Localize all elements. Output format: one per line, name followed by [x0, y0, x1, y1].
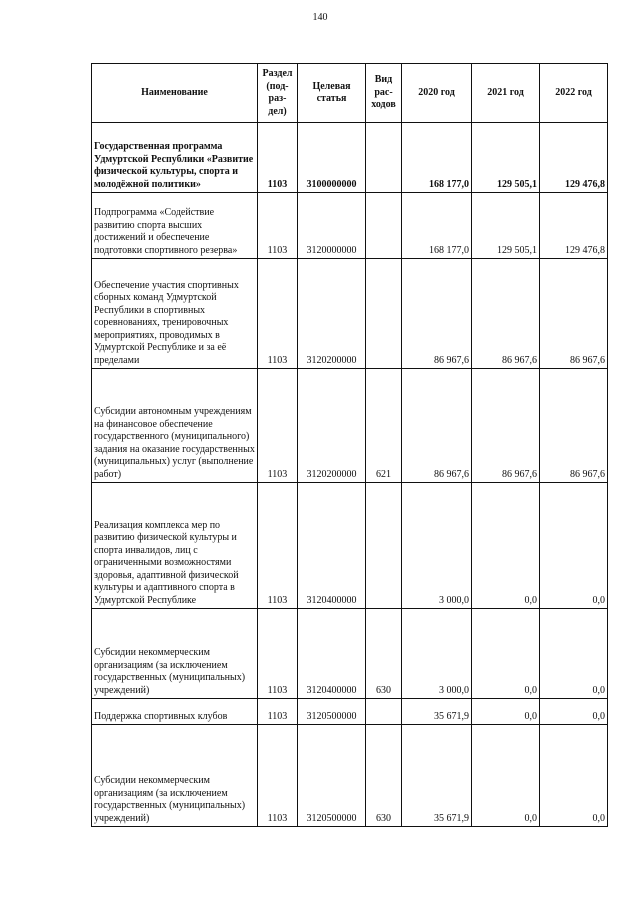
row-name: Обеспечение участия спортивных сборных команд Удмуртской Республики в спортивных соревнованиях, тренировочных мероприятиях, проводимых в Удмуртской Республике и за её пределами — [92, 259, 258, 369]
row-section: 1103 — [258, 483, 298, 609]
table-row — [92, 193, 608, 259]
header-name: Наименование — [92, 64, 258, 123]
row-2022: 0,0 — [540, 609, 608, 699]
table-row — [92, 699, 608, 725]
row-2022: 0,0 — [540, 483, 608, 609]
row-2020: 86 967,6 — [402, 259, 472, 369]
row-target: 3120400000 — [298, 483, 366, 609]
row-section: 1103 — [258, 725, 298, 827]
row-2020: 168 177,0 — [402, 123, 472, 193]
row-expense-type — [366, 123, 402, 193]
table-row — [92, 369, 608, 483]
header-2020: 2020 год — [402, 64, 472, 123]
row-2020: 35 671,9 — [402, 699, 472, 725]
row-expense-type — [366, 483, 402, 609]
row-section: 1103 — [258, 609, 298, 699]
row-name: Субсидии некоммерческим организациям (за исключением государственных (муниципальных) учреждений) — [92, 609, 258, 699]
header-target: Целевая статья — [298, 64, 366, 123]
table-row — [92, 609, 608, 699]
table-row — [92, 259, 608, 369]
row-section: 1103 — [258, 699, 298, 725]
row-2021: 86 967,6 — [472, 259, 540, 369]
row-name: Субсидии автономным учреждениям на финансовое обеспечение государственного (муниципального) задания на оказание государственных (муниципальных) услуг (выполнение работ) — [92, 369, 258, 483]
header-expense-type: Вид рас-ходов — [366, 64, 402, 123]
row-name: Реализация комплекса мер по развитию физической культуры и спорта инвалидов, лиц с ограниченными возможностями здоровья, адаптивной физической культуры и адаптивного спорта в Удмуртской Республике — [92, 483, 258, 609]
row-target: 3120500000 — [298, 725, 366, 827]
row-2020: 3 000,0 — [402, 609, 472, 699]
row-2021: 129 505,1 — [472, 123, 540, 193]
row-section: 1103 — [258, 369, 298, 483]
row-2020: 168 177,0 — [402, 193, 472, 259]
row-2021: 0,0 — [472, 483, 540, 609]
header-2022: 2022 год — [540, 64, 608, 123]
row-2020: 3 000,0 — [402, 483, 472, 609]
row-name: Субсидии некоммерческим организациям (за исключением государственных (муниципальных) учреждений) — [92, 725, 258, 827]
row-2020: 86 967,6 — [402, 369, 472, 483]
row-2020: 35 671,9 — [402, 725, 472, 827]
table-row — [92, 725, 608, 827]
row-target: 3120000000 — [298, 193, 366, 259]
row-name: Поддержка спортивных клубов — [92, 699, 258, 725]
row-expense-type: 630 — [366, 725, 402, 827]
row-name: Государственная программа Удмуртской Республики «Развитие физической культуры, спорта и молодёжной политики» — [92, 123, 258, 193]
table-row — [92, 483, 608, 609]
row-expense-type: 630 — [366, 609, 402, 699]
row-section: 1103 — [258, 259, 298, 369]
row-2021: 86 967,6 — [472, 369, 540, 483]
row-2022: 129 476,8 — [540, 123, 608, 193]
row-2022: 86 967,6 — [540, 259, 608, 369]
row-section: 1103 — [258, 123, 298, 193]
row-expense-type: 621 — [366, 369, 402, 483]
table-row — [92, 123, 608, 193]
row-target: 3120200000 — [298, 259, 366, 369]
row-expense-type — [366, 699, 402, 725]
table-header-row — [92, 64, 608, 123]
row-2022: 86 967,6 — [540, 369, 608, 483]
row-target: 3120400000 — [298, 609, 366, 699]
header-section: Раздел (под-раз-дел) — [258, 64, 298, 123]
row-expense-type — [366, 193, 402, 259]
row-name: Подпрограмма «Содействие развитию спорта высших достижений и обеспечение подготовки спортивного резерва» — [92, 193, 258, 259]
page-number: 140 — [312, 12, 328, 23]
row-target: 3100000000 — [298, 123, 366, 193]
row-expense-type — [366, 259, 402, 369]
row-2021: 0,0 — [472, 699, 540, 725]
row-2022: 0,0 — [540, 725, 608, 827]
row-target: 3120200000 — [298, 369, 366, 483]
row-2021: 129 505,1 — [472, 193, 540, 259]
header-2021: 2021 год — [472, 64, 540, 123]
row-target: 3120500000 — [298, 699, 366, 725]
row-2022: 0,0 — [540, 699, 608, 725]
budget-table — [91, 63, 608, 827]
row-2021: 0,0 — [472, 725, 540, 827]
row-section: 1103 — [258, 193, 298, 259]
row-2022: 129 476,8 — [540, 193, 608, 259]
row-2021: 0,0 — [472, 609, 540, 699]
